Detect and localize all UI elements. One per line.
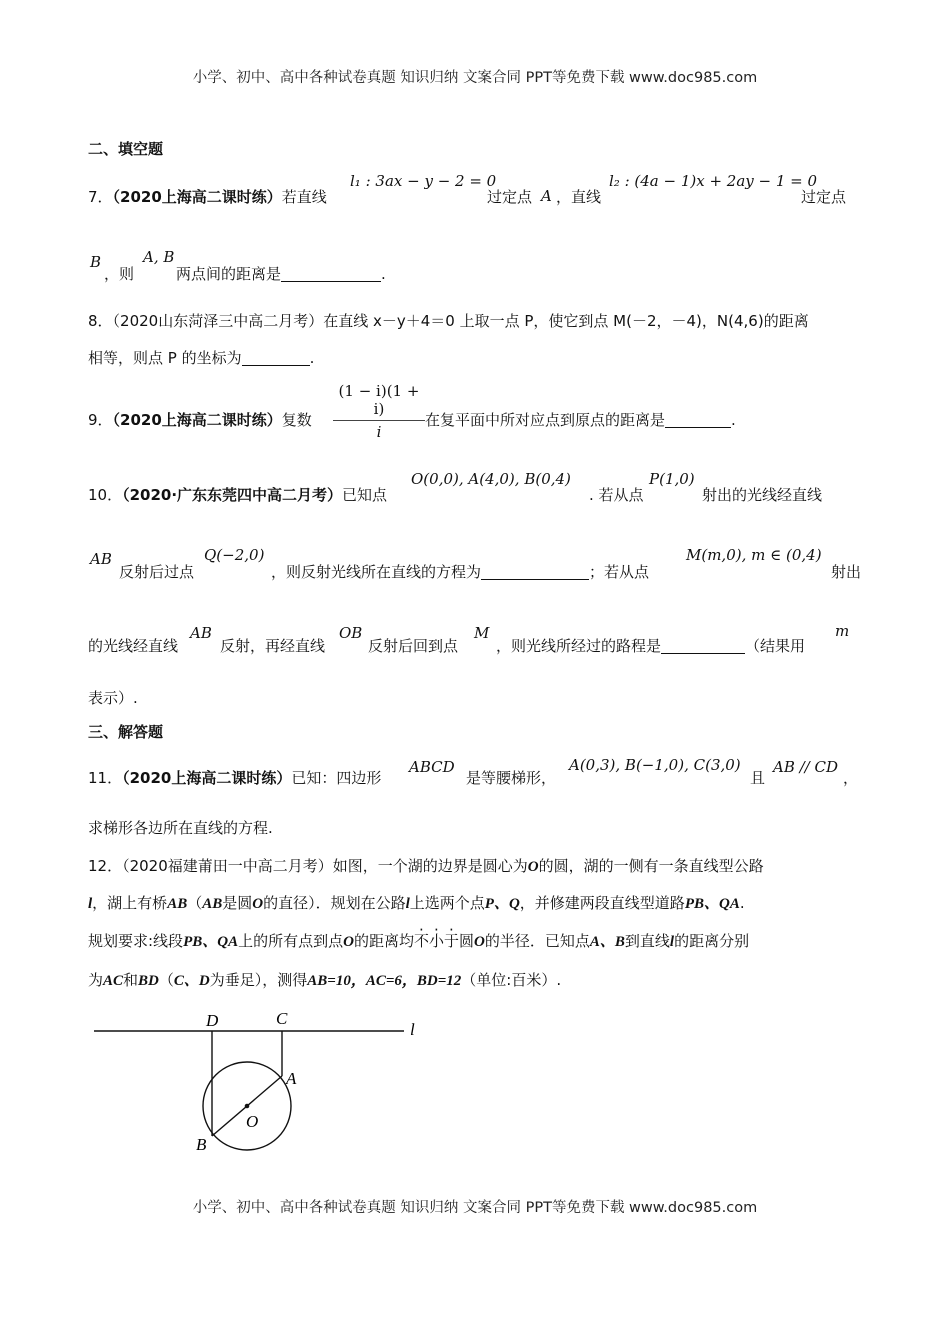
- section-title-answer: 三、解答题: [88, 723, 164, 741]
- q11-quadrilateral: ABCD: [409, 758, 455, 776]
- q12-var: AB=10，AC=6，BD=12: [307, 973, 462, 989]
- label-B: B: [196, 1135, 207, 1154]
- lake-road-figure: [88, 1008, 438, 1163]
- question-source: （2020上海高二课时练）: [112, 411, 282, 429]
- q10-point-M: M(m,0), m ∈ (0,4): [686, 546, 822, 564]
- q11-parallel: AB // CD: [773, 758, 839, 776]
- q12-text: 和: [123, 971, 139, 989]
- q11-line-2: 求梯形各边所在直线的方程.: [88, 819, 273, 837]
- q10-text-7: 射出: [831, 563, 862, 581]
- q9-denominator: i: [376, 423, 382, 441]
- q7-text-6-label: 两点间的距离是: [176, 265, 282, 283]
- question-number: 10．: [88, 486, 123, 504]
- q12-text: 的距离分别: [674, 932, 750, 950]
- question-source: （2020上海高二课时练）: [122, 769, 292, 787]
- q8-text: 相等，则点 P 的坐标为: [88, 349, 242, 367]
- q12-text: （单位:百米）.: [461, 971, 562, 989]
- label-D: D: [206, 1011, 219, 1030]
- question-10: [88, 485, 387, 505]
- label-C: C: [276, 1009, 288, 1028]
- q12-text: ，并修建两段直线型道路: [519, 894, 685, 912]
- emphasis-char: 不: [413, 932, 429, 950]
- question-12-line-2: [88, 893, 745, 914]
- q12-text: 是圆: [222, 894, 253, 912]
- section-title-fill-blank: 二、填空题: [88, 140, 164, 158]
- answer-blank[interactable]: [242, 351, 310, 366]
- question-source: （2020·广东东莞四中高二月考）: [122, 486, 343, 504]
- q7-line-l1-equation: l₁ : 3ax − y − 2 = 0: [350, 172, 497, 190]
- q10-text-6: ；若从点: [589, 563, 650, 581]
- q10-text-3: 射出的光线经直线: [702, 486, 823, 504]
- q12-var: l: [669, 934, 675, 950]
- question-7: [88, 187, 327, 207]
- q10-points-text: O(0,0), A(4,0), B(0,4): [411, 470, 571, 488]
- q10-variable-m: m: [835, 622, 850, 640]
- q10-point-P: P(1,0): [649, 470, 695, 488]
- q12-text: 规划要求:线段: [88, 932, 184, 950]
- q12-var: O: [252, 896, 264, 912]
- q9-text-2: [425, 410, 736, 430]
- q7-period: .: [381, 265, 386, 283]
- question-number: 7．: [88, 188, 113, 206]
- q7-point-B: B: [90, 253, 102, 271]
- q9-period: .: [731, 411, 736, 429]
- q10-text-9: 反射，再经直线: [220, 637, 326, 655]
- question-source: （2020上海高二课时练）: [112, 188, 282, 206]
- question-9: [88, 410, 312, 430]
- label-O: O: [246, 1112, 259, 1131]
- q10-text-12: （结果用: [745, 637, 806, 655]
- q10-line-AB: AB: [90, 550, 112, 568]
- answer-blank[interactable]: [665, 413, 731, 428]
- emphasis-char: 小: [428, 932, 444, 950]
- q11-text-3: 且: [750, 769, 766, 787]
- q10-text-2: . 若从点: [589, 486, 644, 504]
- label-l: l: [410, 1020, 415, 1039]
- q12-text: （: [187, 894, 203, 912]
- q12-text: 圆: [459, 932, 475, 950]
- q12-text: 上选两个点: [409, 894, 485, 912]
- q12-text: 的圆，湖的一侧有一条直线型公路: [538, 857, 764, 875]
- question-number: 11．: [88, 769, 123, 787]
- q12-var: AB: [202, 896, 223, 912]
- q10-text-5-label: ，则反射光线所在直线的方程为: [271, 563, 482, 581]
- q12-text: 到直线: [624, 932, 670, 950]
- q12-var: AC: [103, 973, 124, 989]
- q7-text-3: ，直线: [556, 188, 602, 206]
- q7-text-4: 过定点: [801, 188, 847, 206]
- q11-text-1: 已知：四边形: [291, 769, 382, 787]
- q12-text: .: [739, 894, 745, 912]
- q12-text: 的直径）．规划在公路: [263, 894, 406, 912]
- q10-text-11-label: ，则光线所经过的路程是: [496, 637, 662, 655]
- q7-text-5: ，则: [104, 265, 135, 283]
- page-footer: 小学、初中、高中各种试卷真题 知识归纳 文案合同 PPT等免费下载 www.doc985.com: [192, 1200, 758, 1216]
- q10-text-13: 表示）.: [88, 689, 138, 707]
- q9-numerator: (1 − i)(1 + i): [333, 382, 425, 421]
- q12-var: PB、QA: [684, 896, 740, 912]
- q10-line-AB-2: AB: [190, 624, 212, 642]
- q10-text-11: [496, 636, 805, 656]
- q12-var: AB: [167, 896, 188, 912]
- q12-text: 上的所有点到点: [238, 932, 344, 950]
- question-11: [88, 768, 381, 788]
- q10-line-OB: OB: [339, 624, 363, 642]
- q7-text-1: 若直线: [281, 188, 327, 206]
- question-number: 9．: [88, 411, 113, 429]
- q12-var: PB、QA: [183, 934, 239, 950]
- q7-text-6: [176, 264, 386, 284]
- q11-points: A(0,3), B(−1,0), C(3,0): [569, 756, 741, 774]
- question-12-line-1: [88, 856, 764, 877]
- q10-text-10: 反射后回到点: [368, 637, 459, 655]
- q10-point-Q: Q(−2,0): [204, 546, 265, 564]
- question-12-line-4: [88, 970, 561, 991]
- label-A: A: [286, 1069, 297, 1088]
- q7-text-2: 过定点: [487, 188, 533, 206]
- q10-text-5: [271, 562, 649, 582]
- q12-text: 的距离均: [353, 932, 414, 950]
- q10-text-1: 已知点: [342, 486, 388, 504]
- q9-text-2-label: 在复平面中所对应点到原点的距离是: [425, 411, 666, 429]
- q7-point-A: A: [541, 187, 552, 205]
- q12-var: P、Q: [484, 896, 520, 912]
- q12-var: l: [405, 896, 410, 912]
- page-header: 小学、初中、高中各种试卷真题 知识归纳 文案合同 PPT等免费下载 www.doc985.com: [192, 70, 758, 86]
- q12-var: O: [527, 859, 539, 875]
- q7-line-l2-equation: l₂ : (4a − 1)x + 2ay − 1 = 0: [609, 172, 818, 190]
- q12-var: l: [88, 896, 93, 912]
- q9-fraction: [333, 382, 425, 441]
- q12-text: ，湖上有桥: [92, 894, 168, 912]
- q7-points-AB: A, B: [143, 248, 175, 266]
- q11-text-2: 是等腰梯形，: [466, 769, 557, 787]
- q12-text: 的半径．已知点: [484, 932, 590, 950]
- q12-text: 12．（2020福建莆田一中高二月考）如图，一个湖的边界是圆心为: [88, 857, 528, 875]
- q12-text: （: [158, 971, 174, 989]
- answer-blank[interactable]: [281, 267, 381, 282]
- q10-text-4: 反射后过点: [119, 563, 195, 581]
- q12-var: O: [343, 934, 354, 950]
- center-point-O: [245, 1104, 250, 1109]
- q12-text: 为垂足），测得: [209, 971, 308, 989]
- q12-text: 为: [88, 971, 104, 989]
- question-12-line-3: [88, 931, 749, 952]
- q12-var: O: [474, 934, 485, 950]
- question-8-line-2: [88, 348, 314, 368]
- q10-text-8: 的光线经直线: [88, 637, 179, 655]
- question-8-line-1: 8．（2020山东菏泽三中高二月考）在直线 x－y＋4＝0 上取一点 P，使它到点 M(－2，－4)，N(4,6)的距离: [88, 312, 809, 330]
- q8-period: .: [309, 349, 315, 367]
- q11-text-4: ，: [843, 769, 859, 787]
- answer-blank-1[interactable]: [481, 565, 589, 580]
- q12-var: BD: [138, 973, 159, 989]
- q12-var: A、B: [589, 934, 625, 950]
- q9-text-1: 复数: [281, 411, 312, 429]
- q10-points-OAB: [411, 470, 571, 488]
- emphasis-char: 于: [443, 932, 459, 950]
- q10-point-M-2: M: [474, 624, 490, 642]
- q12-var: C、D: [173, 973, 210, 989]
- answer-blank-2[interactable]: [661, 639, 745, 654]
